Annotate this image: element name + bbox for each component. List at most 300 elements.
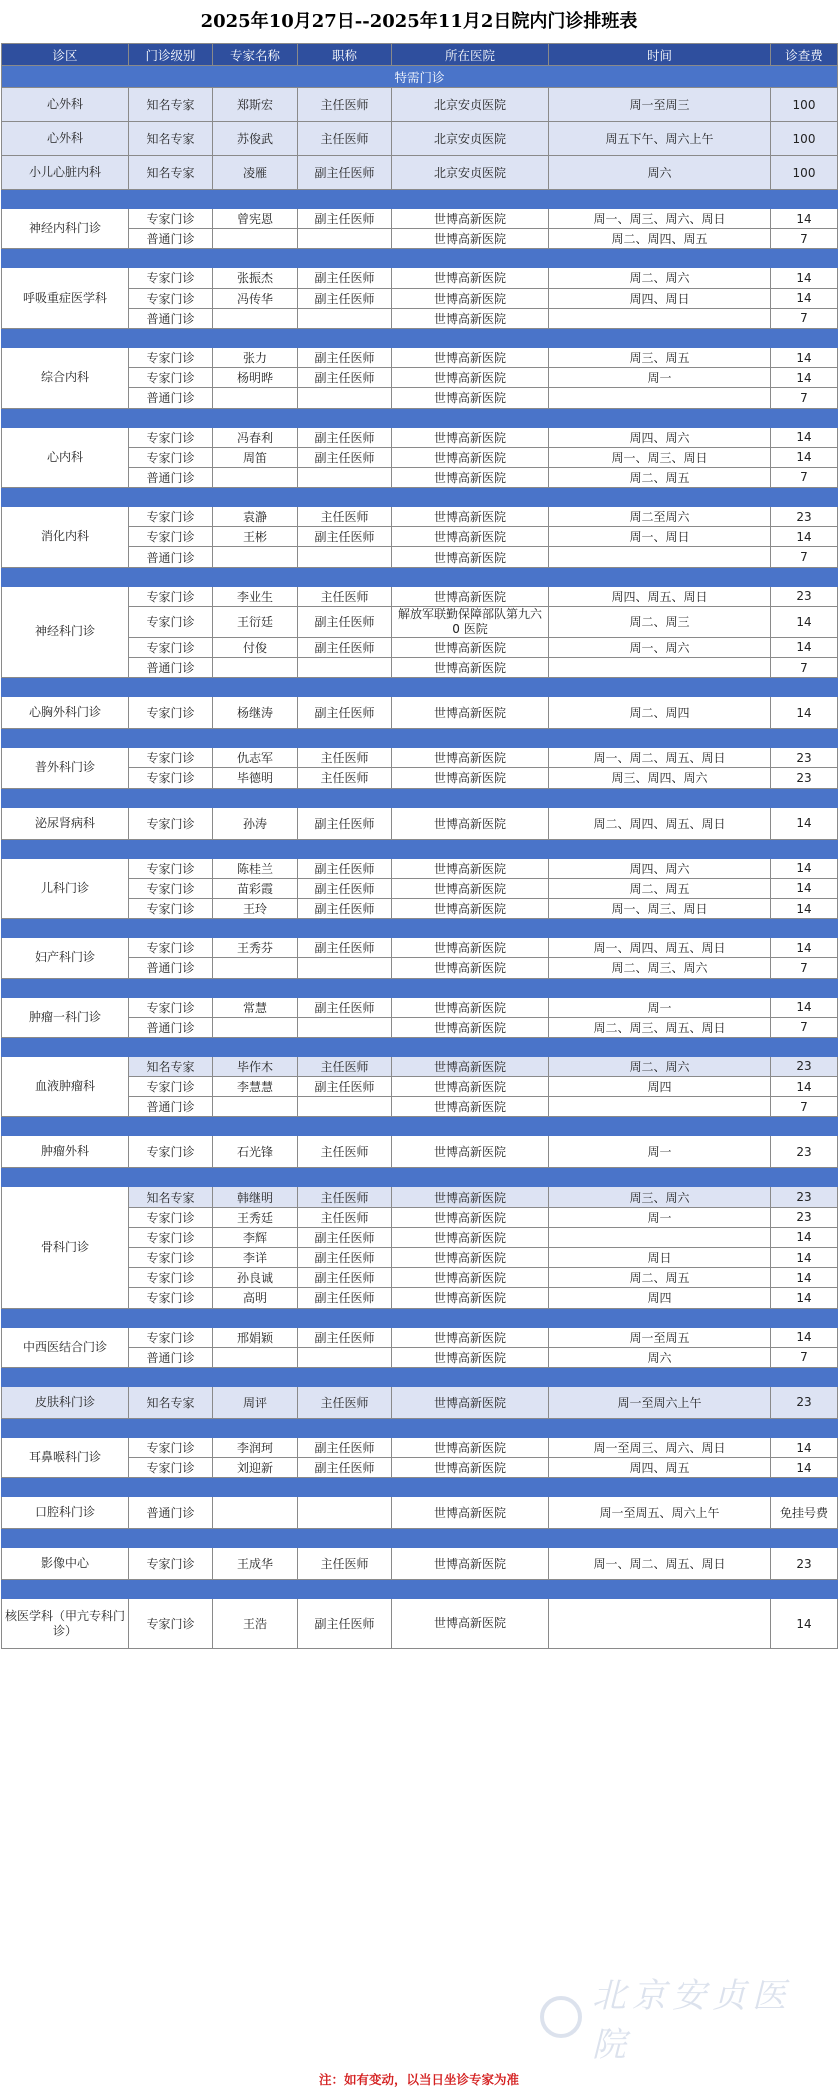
department-cell: 神经内科门诊 <box>2 209 129 249</box>
fee-cell: 14 <box>771 368 838 388</box>
time-cell: 周二至周六 <box>549 507 771 527</box>
level-cell: 专家门诊 <box>129 1599 213 1649</box>
level-cell: 专家门诊 <box>129 1548 213 1580</box>
header-level: 门诊级别 <box>129 44 213 66</box>
department-cell: 耳鼻喉科门诊 <box>2 1437 129 1477</box>
section-title: 特需门诊 <box>2 66 838 88</box>
hospital-cell: 世博高新医院 <box>392 697 549 729</box>
separator-cell <box>2 1580 838 1599</box>
time-cell: 周二、周五 <box>549 1268 771 1288</box>
time-cell <box>549 1097 771 1117</box>
time-cell: 周一 <box>549 368 771 388</box>
fee-cell: 100 <box>771 122 838 156</box>
level-cell: 知名专家 <box>129 1386 213 1418</box>
level-cell: 专家门诊 <box>129 637 213 657</box>
department-cell: 血液肿瘤科 <box>2 1056 129 1117</box>
table-row <box>2 1187 838 1207</box>
doctor-cell: 周笛 <box>213 447 298 467</box>
time-cell: 周一至周六上午 <box>549 1386 771 1418</box>
table-row <box>2 427 838 447</box>
title-cell: 主任医师 <box>298 1207 392 1227</box>
fee-cell: 14 <box>771 1437 838 1457</box>
time-cell: 周四、周五 <box>549 1458 771 1478</box>
fee-cell: 14 <box>771 898 838 918</box>
fee-cell: 14 <box>771 606 838 637</box>
level-cell: 专家门诊 <box>129 606 213 637</box>
department-cell: 中西医结合门诊 <box>2 1327 129 1367</box>
department-cell: 普外科门诊 <box>2 748 129 788</box>
hospital-cell: 北京安贞医院 <box>392 156 549 190</box>
title-cell: 副主任医师 <box>298 858 392 878</box>
fee-cell: 23 <box>771 1386 838 1418</box>
hospital-cell: 世博高新医院 <box>392 547 549 567</box>
separator-cell <box>2 729 838 748</box>
title-cell <box>298 1097 392 1117</box>
level-cell: 知名专家 <box>129 1187 213 1207</box>
table-row <box>2 1056 838 1076</box>
doctor-cell: 孙涛 <box>213 807 298 839</box>
level-cell: 知名专家 <box>129 88 213 122</box>
time-cell: 周二、周三、周六 <box>549 958 771 978</box>
doctor-cell: 杨明晔 <box>213 368 298 388</box>
time-cell: 周二、周五 <box>549 878 771 898</box>
level-cell: 专家门诊 <box>129 347 213 367</box>
level-cell: 专家门诊 <box>129 1288 213 1308</box>
hospital-cell: 世博高新医院 <box>392 507 549 527</box>
title-cell: 副主任医师 <box>298 527 392 547</box>
table-row <box>2 1327 838 1347</box>
doctor-cell <box>213 467 298 487</box>
title-cell <box>298 1347 392 1367</box>
title-cell: 主任医师 <box>298 1056 392 1076</box>
time-cell: 周一、周三、周六、周日 <box>549 209 771 229</box>
fee-cell: 14 <box>771 447 838 467</box>
fee-cell: 14 <box>771 527 838 547</box>
title-cell: 副主任医师 <box>298 156 392 190</box>
time-cell: 周二、周三 <box>549 606 771 637</box>
doctor-cell: 王衍廷 <box>213 606 298 637</box>
time-cell: 周一、周三、周日 <box>549 898 771 918</box>
table-row <box>2 156 838 190</box>
doctor-cell: 李润珂 <box>213 1437 298 1457</box>
department-cell: 心外科 <box>2 122 129 156</box>
hospital-cell: 世博高新医院 <box>392 368 549 388</box>
fee-cell: 14 <box>771 288 838 308</box>
doctor-cell <box>213 1497 298 1529</box>
hospital-cell: 世博高新医院 <box>392 288 549 308</box>
doctor-cell: 李辉 <box>213 1227 298 1247</box>
hospital-cell: 世博高新医院 <box>392 467 549 487</box>
fee-cell: 14 <box>771 1288 838 1308</box>
level-cell: 普通门诊 <box>129 1097 213 1117</box>
doctor-cell: 张振杰 <box>213 268 298 288</box>
fee-cell: 23 <box>771 1548 838 1580</box>
doctor-cell: 苏俊武 <box>213 122 298 156</box>
separator-cell <box>2 1117 838 1136</box>
separator-row <box>2 1117 838 1136</box>
hospital-cell: 世博高新医院 <box>392 527 549 547</box>
title-cell: 主任医师 <box>298 1187 392 1207</box>
separator-row <box>2 788 838 807</box>
doctor-cell: 毕作木 <box>213 1056 298 1076</box>
time-cell <box>549 547 771 567</box>
time-cell <box>549 308 771 328</box>
title-cell: 副主任医师 <box>298 1248 392 1268</box>
doctor-cell: 李详 <box>213 1248 298 1268</box>
fee-cell: 14 <box>771 1248 838 1268</box>
footer-note: 注：如有变动，以当日坐诊专家为准 <box>318 2072 519 2087</box>
fee-cell: 免挂号费 <box>771 1497 838 1529</box>
separator-row <box>2 249 838 268</box>
title-cell: 副主任医师 <box>298 606 392 637</box>
doctor-cell: 凌雁 <box>213 156 298 190</box>
level-cell: 专家门诊 <box>129 898 213 918</box>
doctor-cell: 郑斯宏 <box>213 88 298 122</box>
section-row <box>2 66 838 88</box>
level-cell: 专家门诊 <box>129 427 213 447</box>
doctor-cell <box>213 658 298 678</box>
time-cell: 周一、周六 <box>549 637 771 657</box>
separator-cell <box>2 1367 838 1386</box>
header-hospital: 所在医院 <box>392 44 549 66</box>
separator-cell <box>2 190 838 209</box>
doctor-cell: 杨继涛 <box>213 697 298 729</box>
hospital-cell: 世博高新医院 <box>392 1268 549 1288</box>
hospital-cell: 世博高新医院 <box>392 1248 549 1268</box>
doctor-cell: 冯传华 <box>213 288 298 308</box>
separator-cell <box>2 678 838 697</box>
doctor-cell: 袁瀞 <box>213 507 298 527</box>
fee-cell: 14 <box>771 878 838 898</box>
level-cell: 知名专家 <box>129 122 213 156</box>
table-row <box>2 807 838 839</box>
hospital-cell: 世博高新医院 <box>392 1437 549 1457</box>
time-cell: 周一至周三 <box>549 88 771 122</box>
department-cell: 综合内科 <box>2 347 129 408</box>
doctor-cell: 李业生 <box>213 586 298 606</box>
title-cell: 副主任医师 <box>298 997 392 1017</box>
title-cell: 主任医师 <box>298 1136 392 1168</box>
watermark-text: 北京安贞医院 <box>592 1976 792 2065</box>
doctor-cell: 韩继明 <box>213 1187 298 1207</box>
doctor-cell: 孙良诚 <box>213 1268 298 1288</box>
level-cell: 普通门诊 <box>129 1497 213 1529</box>
level-cell: 专家门诊 <box>129 748 213 768</box>
doctor-cell <box>213 388 298 408</box>
level-cell: 普通门诊 <box>129 308 213 328</box>
separator-cell <box>2 839 838 858</box>
separator-cell <box>2 249 838 268</box>
hospital-logo-icon <box>540 1996 582 2038</box>
department-cell: 儿科门诊 <box>2 858 129 919</box>
doctor-cell: 王彬 <box>213 527 298 547</box>
time-cell <box>549 658 771 678</box>
fee-cell: 100 <box>771 88 838 122</box>
header-time: 时间 <box>549 44 771 66</box>
hospital-cell: 世博高新医院 <box>392 229 549 249</box>
doctor-cell: 邢娟颖 <box>213 1327 298 1347</box>
title-cell <box>298 547 392 567</box>
separator-row <box>2 1478 838 1497</box>
title-cell: 主任医师 <box>298 748 392 768</box>
title-cell <box>298 1017 392 1037</box>
fee-cell: 14 <box>771 637 838 657</box>
level-cell: 专家门诊 <box>129 209 213 229</box>
title-cell <box>298 658 392 678</box>
fee-cell: 23 <box>771 768 838 788</box>
level-cell: 专家门诊 <box>129 447 213 467</box>
doctor-cell <box>213 958 298 978</box>
time-cell: 周一、周二、周五、周日 <box>549 748 771 768</box>
separator-cell <box>2 788 838 807</box>
doctor-cell: 陈桂兰 <box>213 858 298 878</box>
time-cell: 周一、周日 <box>549 527 771 547</box>
title-cell: 副主任医师 <box>298 288 392 308</box>
title-cell: 副主任医师 <box>298 268 392 288</box>
time-cell: 周三、周五 <box>549 347 771 367</box>
title-cell: 副主任医师 <box>298 347 392 367</box>
separator-row <box>2 408 838 427</box>
fee-cell: 7 <box>771 1347 838 1367</box>
time-cell: 周一 <box>549 1207 771 1227</box>
level-cell: 专家门诊 <box>129 527 213 547</box>
level-cell: 专家门诊 <box>129 368 213 388</box>
separator-row <box>2 1580 838 1599</box>
hospital-cell: 世博高新医院 <box>392 447 549 467</box>
fee-cell: 14 <box>771 938 838 958</box>
hospital-cell: 世博高新医院 <box>392 1599 549 1649</box>
time-cell: 周一、周四、周五、周日 <box>549 938 771 958</box>
separator-row <box>2 190 838 209</box>
doctor-cell: 曾宪恩 <box>213 209 298 229</box>
doctor-cell: 张力 <box>213 347 298 367</box>
hospital-cell: 世博高新医院 <box>392 1187 549 1207</box>
fee-cell: 7 <box>771 388 838 408</box>
separator-row <box>2 978 838 997</box>
hospital-cell: 世博高新医院 <box>392 268 549 288</box>
time-cell: 周二、周四、周五、周日 <box>549 807 771 839</box>
fee-cell: 14 <box>771 1077 838 1097</box>
level-cell: 普通门诊 <box>129 388 213 408</box>
hospital-cell: 北京安贞医院 <box>392 122 549 156</box>
table-row <box>2 997 838 1017</box>
department-cell: 心内科 <box>2 427 129 488</box>
separator-row <box>2 678 838 697</box>
time-cell: 周四、周五、周日 <box>549 586 771 606</box>
fee-cell: 23 <box>771 1136 838 1168</box>
department-cell: 神经科门诊 <box>2 586 129 678</box>
table-row <box>2 1437 838 1457</box>
table-row <box>2 1599 838 1649</box>
hospital-cell: 世博高新医院 <box>392 898 549 918</box>
schedule-table <box>1 43 838 1649</box>
doctor-cell <box>213 229 298 249</box>
doctor-cell: 高明 <box>213 1288 298 1308</box>
separator-cell <box>2 408 838 427</box>
fee-cell: 23 <box>771 586 838 606</box>
level-cell: 专家门诊 <box>129 507 213 527</box>
hospital-cell: 世博高新医院 <box>392 1548 549 1580</box>
title-cell: 副主任医师 <box>298 878 392 898</box>
hospital-cell: 世博高新医院 <box>392 1207 549 1227</box>
separator-cell <box>2 1037 838 1056</box>
hospital-cell: 世博高新医院 <box>392 958 549 978</box>
table-row <box>2 748 838 768</box>
page-title: 2025年10月27日--2025年11月2日院内门诊排班表 <box>200 11 638 32</box>
department-cell: 口腔科门诊 <box>2 1497 129 1529</box>
hospital-cell: 世博高新医院 <box>392 1386 549 1418</box>
hospital-cell: 世博高新医院 <box>392 388 549 408</box>
fee-cell: 23 <box>771 1056 838 1076</box>
fee-cell: 14 <box>771 209 838 229</box>
separator-cell <box>2 567 838 586</box>
hospital-cell: 世博高新医院 <box>392 807 549 839</box>
table-row <box>2 209 838 229</box>
title-cell: 主任医师 <box>298 768 392 788</box>
doctor-cell: 王秀廷 <box>213 1207 298 1227</box>
level-cell: 普通门诊 <box>129 658 213 678</box>
department-cell: 肿瘤外科 <box>2 1136 129 1168</box>
hospital-cell: 世博高新医院 <box>392 347 549 367</box>
time-cell: 周二、周四 <box>549 697 771 729</box>
header-dept: 诊区 <box>2 44 129 66</box>
department-cell: 心外科 <box>2 88 129 122</box>
separator-row <box>2 1367 838 1386</box>
doctor-cell: 付俊 <box>213 637 298 657</box>
title-cell: 主任医师 <box>298 586 392 606</box>
table-row <box>2 697 838 729</box>
separator-cell <box>2 1418 838 1437</box>
time-cell: 周一 <box>549 997 771 1017</box>
doctor-cell: 毕德明 <box>213 768 298 788</box>
title-cell: 副主任医师 <box>298 447 392 467</box>
time-cell: 周二、周六 <box>549 1056 771 1076</box>
fee-cell: 7 <box>771 1097 838 1117</box>
doctor-cell <box>213 547 298 567</box>
hospital-cell: 世博高新医院 <box>392 1458 549 1478</box>
time-cell: 周一 <box>549 1136 771 1168</box>
hospital-cell: 世博高新医院 <box>392 1327 549 1347</box>
fee-cell: 23 <box>771 1187 838 1207</box>
separator-row <box>2 729 838 748</box>
level-cell: 专家门诊 <box>129 1437 213 1457</box>
level-cell: 专家门诊 <box>129 768 213 788</box>
hospital-cell: 世博高新医院 <box>392 209 549 229</box>
time-cell <box>549 388 771 408</box>
separator-row <box>2 1529 838 1548</box>
department-cell: 心胸外科门诊 <box>2 697 129 729</box>
time-cell: 周四 <box>549 1077 771 1097</box>
hospital-cell: 世博高新医院 <box>392 658 549 678</box>
table-row <box>2 586 838 606</box>
fee-cell: 14 <box>771 1268 838 1288</box>
level-cell: 普通门诊 <box>129 467 213 487</box>
time-cell: 周二、周六 <box>549 268 771 288</box>
separator-row <box>2 1037 838 1056</box>
department-cell: 核医学科（甲亢专科门诊） <box>2 1599 129 1649</box>
table-row <box>2 507 838 527</box>
fee-cell: 14 <box>771 1227 838 1247</box>
doctor-cell <box>213 1347 298 1367</box>
table-row <box>2 88 838 122</box>
doctor-cell: 冯春利 <box>213 427 298 447</box>
level-cell: 专家门诊 <box>129 1136 213 1168</box>
table-row <box>2 1548 838 1580</box>
level-cell: 专家门诊 <box>129 1458 213 1478</box>
separator-cell <box>2 1168 838 1187</box>
level-cell: 专家门诊 <box>129 997 213 1017</box>
time-cell: 周二、周四、周五 <box>549 229 771 249</box>
level-cell: 专家门诊 <box>129 1227 213 1247</box>
doctor-cell <box>213 1017 298 1037</box>
fee-cell: 14 <box>771 347 838 367</box>
table-row <box>2 1497 838 1529</box>
time-cell: 周五下午、周六上午 <box>549 122 771 156</box>
header-doctor: 专家名称 <box>213 44 298 66</box>
department-cell: 骨科门诊 <box>2 1187 129 1308</box>
fee-cell: 7 <box>771 308 838 328</box>
title-cell <box>298 229 392 249</box>
time-cell: 周一、周二、周五、周日 <box>549 1548 771 1580</box>
fee-cell: 23 <box>771 748 838 768</box>
doctor-cell: 苗彩霞 <box>213 878 298 898</box>
time-cell: 周四、周六 <box>549 858 771 878</box>
title-cell: 主任医师 <box>298 88 392 122</box>
doctor-cell: 刘迎新 <box>213 1458 298 1478</box>
level-cell: 专家门诊 <box>129 858 213 878</box>
time-cell: 周一至周五 <box>549 1327 771 1347</box>
table-row <box>2 347 838 367</box>
hospital-cell: 世博高新医院 <box>392 748 549 768</box>
hospital-cell: 世博高新医院 <box>392 768 549 788</box>
separator-cell <box>2 919 838 938</box>
time-cell <box>549 1227 771 1247</box>
header-title: 职称 <box>298 44 392 66</box>
title-cell: 主任医师 <box>298 122 392 156</box>
fee-cell: 7 <box>771 467 838 487</box>
separator-row <box>2 1418 838 1437</box>
hospital-cell: 世博高新医院 <box>392 1097 549 1117</box>
table-row <box>2 938 838 958</box>
title-cell: 副主任医师 <box>298 427 392 447</box>
title-cell: 副主任医师 <box>298 637 392 657</box>
fee-cell: 7 <box>771 958 838 978</box>
time-cell: 周一、周三、周日 <box>549 447 771 467</box>
level-cell: 专家门诊 <box>129 288 213 308</box>
time-cell: 周四 <box>549 1288 771 1308</box>
fee-cell: 14 <box>771 1599 838 1649</box>
level-cell: 普通门诊 <box>129 958 213 978</box>
time-cell: 周六 <box>549 156 771 190</box>
time-cell: 周一至周三、周六、周日 <box>549 1437 771 1457</box>
time-cell: 周一至周五、周六上午 <box>549 1497 771 1529</box>
level-cell: 专家门诊 <box>129 1207 213 1227</box>
watermark <box>540 1976 830 2065</box>
level-cell: 专家门诊 <box>129 697 213 729</box>
title-cell <box>298 467 392 487</box>
table-header-row <box>2 44 838 66</box>
title-cell: 副主任医师 <box>298 938 392 958</box>
fee-cell: 14 <box>771 997 838 1017</box>
doctor-cell: 周评 <box>213 1386 298 1418</box>
title-cell: 副主任医师 <box>298 209 392 229</box>
hospital-cell: 世博高新医院 <box>392 586 549 606</box>
level-cell: 专家门诊 <box>129 807 213 839</box>
hospital-cell: 世博高新医院 <box>392 1056 549 1076</box>
hospital-cell: 世博高新医院 <box>392 1347 549 1367</box>
doctor-cell: 王浩 <box>213 1599 298 1649</box>
fee-cell: 23 <box>771 507 838 527</box>
